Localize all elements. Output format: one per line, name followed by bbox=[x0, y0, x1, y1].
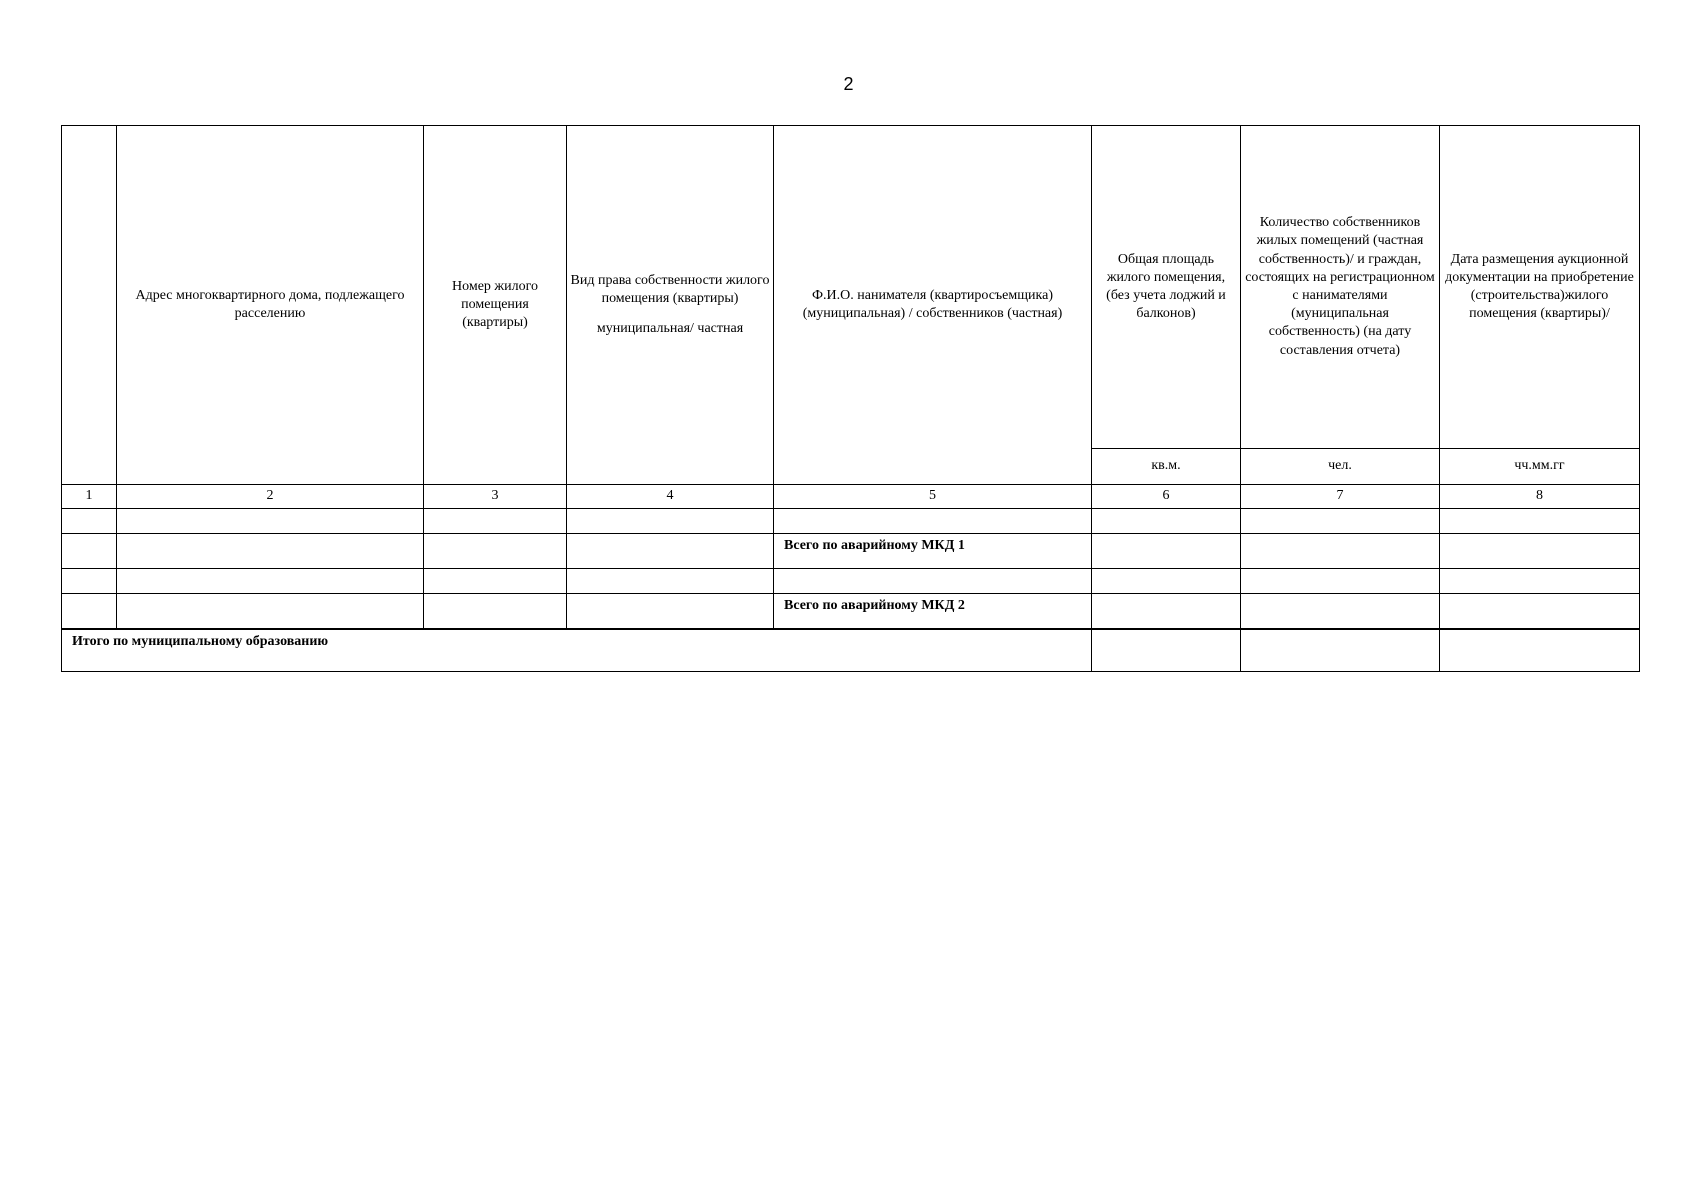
empty-cell bbox=[1092, 509, 1241, 534]
table-row bbox=[62, 509, 1640, 534]
column-number: 5 bbox=[774, 485, 1092, 509]
empty-cell bbox=[1440, 629, 1640, 672]
empty-cell bbox=[567, 569, 774, 594]
resettlement-report-table bbox=[61, 125, 1640, 672]
total-row bbox=[62, 629, 1640, 672]
empty-cell bbox=[117, 569, 424, 594]
header-apartment-number: Номер жилого помещения (квартиры) bbox=[424, 126, 567, 485]
column-number: 2 bbox=[117, 485, 424, 509]
empty-cell bbox=[1092, 534, 1241, 569]
subtotal-label-mkd2: Всего по аварийному МКД 2 bbox=[774, 594, 1092, 630]
empty-cell bbox=[1241, 629, 1440, 672]
column-number: 3 bbox=[424, 485, 567, 509]
empty-cell bbox=[62, 534, 117, 569]
empty-cell bbox=[1241, 569, 1440, 594]
header-ownership-type bbox=[567, 126, 774, 485]
empty-cell bbox=[424, 569, 567, 594]
ownership-type-title: Вид права собственности жилого помещения (квартиры) bbox=[570, 272, 770, 306]
empty-cell bbox=[1092, 569, 1241, 594]
unit-date: чч.мм.гг bbox=[1440, 449, 1640, 485]
empty-cell bbox=[1241, 509, 1440, 534]
subtotal-row-mkd1 bbox=[62, 534, 1640, 569]
header-tenant-name: Ф.И.О. нанимателя (квартиросъемщика) (муниципальная) / собственников (частная) bbox=[774, 126, 1092, 485]
empty-cell bbox=[774, 569, 1092, 594]
empty-cell bbox=[774, 509, 1092, 534]
column-number: 8 bbox=[1440, 485, 1640, 509]
empty-cell bbox=[1440, 534, 1640, 569]
empty-cell bbox=[117, 534, 424, 569]
column-number: 1 bbox=[62, 485, 117, 509]
column-number-row bbox=[62, 485, 1640, 509]
empty-cell bbox=[62, 569, 117, 594]
column-number: 4 bbox=[567, 485, 774, 509]
ownership-type-options: муниципальная/ частная bbox=[596, 321, 744, 337]
empty-cell bbox=[424, 594, 567, 630]
empty-cell bbox=[1440, 569, 1640, 594]
total-label: Итого по муниципальному образованию bbox=[62, 629, 1092, 672]
empty-cell bbox=[1241, 594, 1440, 630]
column-number: 6 bbox=[1092, 485, 1241, 509]
header-owners-count: Количество собственников жилых помещений (частная собственность)/ и граждан, состоящих на регистрационном с нанимателями (муниципальная собственность) (на дату составления отчета) bbox=[1241, 126, 1440, 449]
page-number: 2 bbox=[843, 74, 854, 94]
empty-cell bbox=[567, 509, 774, 534]
header-row bbox=[62, 126, 1640, 449]
header-auction-date: Дата размещения аукционной документации на приобретение (строительства)жилого помещения (квартиры)/ bbox=[1440, 126, 1640, 449]
empty-cell bbox=[1440, 594, 1640, 630]
subtotal-row-mkd2 bbox=[62, 594, 1640, 630]
unit-people: чел. bbox=[1241, 449, 1440, 485]
empty-cell bbox=[117, 594, 424, 630]
header-address: Адрес многоквартирного дома, подлежащего расселению bbox=[117, 126, 424, 485]
empty-cell bbox=[62, 594, 117, 630]
empty-cell bbox=[62, 509, 117, 534]
column-number: 7 bbox=[1241, 485, 1440, 509]
empty-cell bbox=[1092, 594, 1241, 630]
unit-area: кв.м. bbox=[1092, 449, 1241, 485]
header-total-area: Общая площадь жилого помещения, (без учета лоджий и балконов) bbox=[1092, 126, 1241, 449]
empty-cell bbox=[424, 534, 567, 569]
subtotal-label-mkd1: Всего по аварийному МКД 1 bbox=[774, 534, 1092, 569]
table-row bbox=[62, 569, 1640, 594]
empty-cell bbox=[424, 509, 567, 534]
empty-cell bbox=[1092, 629, 1241, 672]
empty-cell bbox=[117, 509, 424, 534]
empty-cell bbox=[1440, 509, 1640, 534]
empty-cell bbox=[567, 534, 774, 569]
empty-cell bbox=[567, 594, 774, 630]
header-cell-1 bbox=[62, 126, 117, 485]
empty-cell bbox=[1241, 534, 1440, 569]
